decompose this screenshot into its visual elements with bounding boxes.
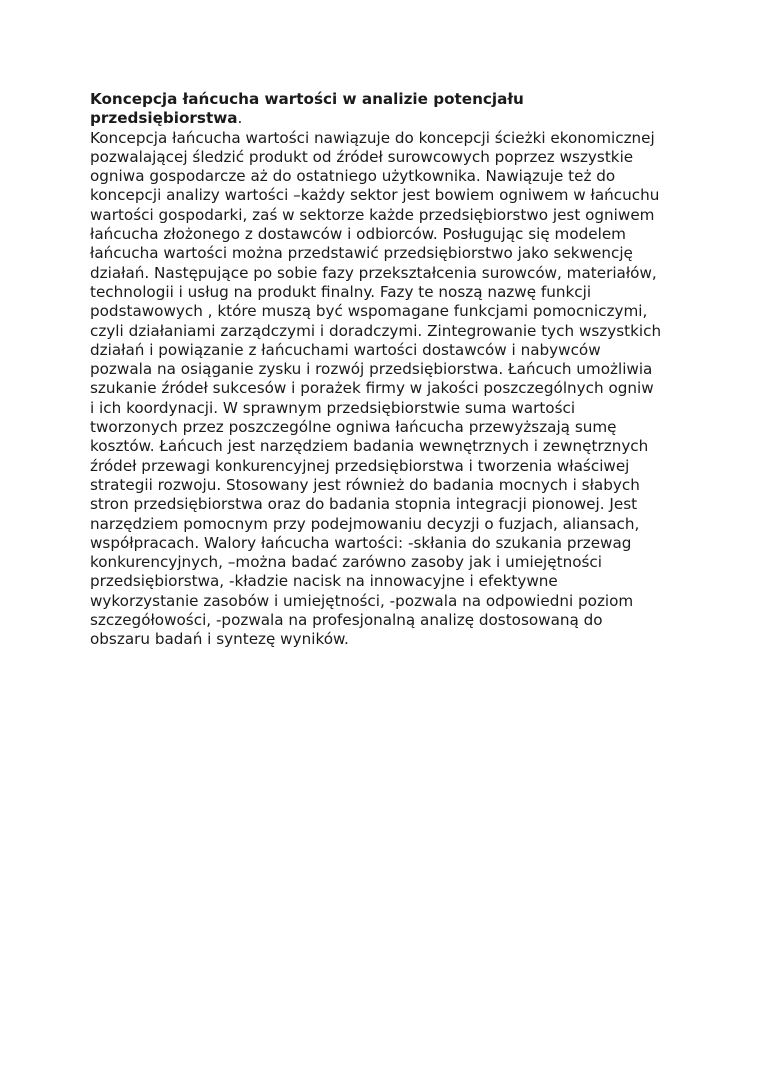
body-line: ogniwa gospodarcze aż do ostatniego użytkownika. Nawiązuje też do [90, 167, 616, 186]
document-title-line-2-text: przedsiębiorstwa [90, 109, 238, 128]
body-line: źródeł przewagi konkurencyjnej przedsiębiorstwa i tworzenia właściwej [90, 456, 630, 475]
body-line: działań. Następujące po sobie fazy przekształcenia surowców, materiałów, [90, 263, 657, 282]
body-line: strategii rozwoju. Stosowany jest również do badania mocnych i słabych [90, 475, 640, 494]
body-line: koncepcji analizy wartości –każdy sektor jest bowiem ogniwem w łańcuchu [90, 186, 660, 205]
document-content [90, 90, 680, 650]
body-line: wartości gospodarki, zaś w sektorze każde przedsiębiorstwo jest ogniwem [90, 205, 655, 224]
body-line: szczegółowości, -pozwala na profesjonalną analizę dostosowaną do [90, 611, 603, 630]
body-line: tworzonych przez poszczególne ogniwa łańcucha przewyższają sumę [90, 418, 617, 437]
body-line: łańcucha wartości można przedstawić przedsiębiorstwo jako sekwencję [90, 244, 633, 263]
body-line: szukanie źródeł sukcesów i porażek firmy w jakości poszczególnych ogniw [90, 379, 654, 398]
body-line: łańcucha złożonego z dostawców i odbiorców. Posługując się modelem [90, 225, 626, 244]
body-line: Koncepcja łańcucha wartości nawiązuje do koncepcji ścieżki ekonomicznej [90, 128, 655, 147]
body-line: współpracach. Walory łańcucha wartości: -skłania do szukania przewag [90, 533, 632, 552]
body-line: pozwala na osiąganie zysku i rozwój przedsiębiorstwa. Łańcuch umożliwia [90, 360, 653, 379]
body-line: działań i powiązanie z łańcuchami wartości dostawców i nabywców [90, 340, 601, 359]
body-line: przedsiębiorstwa, -kładzie nacisk na innowacyjne i efektywne [90, 572, 558, 591]
body-line: kosztów. Łańcuch jest narzędziem badania wewnętrznych i zewnętrznych [90, 437, 649, 456]
body-line: narzędziem pomocnym przy podejmowaniu decyzji o fuzjach, aliansach, [90, 514, 640, 533]
body-line: stron przedsiębiorstwa oraz do badania stopnia integracji pionowej. Jest [90, 495, 638, 514]
body-line: podstawowych , które muszą być wspomagane funkcjami pomocniczymi, [90, 302, 648, 321]
body-line: i ich koordynacji. W sprawnym przedsiębiorstwie suma wartości [90, 398, 576, 417]
document-title-line-1: Koncepcja łańcucha wartości w analizie potencjału [90, 90, 524, 108]
body-line: czyli działaniami zarządczymi i doradczymi. Zintegrowanie tych wszystkich [90, 321, 662, 340]
document-title-line-2 [90, 109, 680, 128]
body-line: obszaru badań i syntezę wyników. [90, 630, 349, 649]
body-line: wykorzystanie zasobów i umiejętności, -pozwala na odpowiedni poziom [90, 591, 634, 610]
body-line: konkurencyjnych, –można badać zarówno zasoby jak i umiejętności [90, 553, 602, 572]
document-title-period: . [237, 109, 243, 128]
body-line: pozwalającej śledzić produkt od źródeł surowcowych poprzez wszystkie [90, 147, 634, 166]
body-line: technologii i usług na produkt finalny. Fazy te noszą nazwę funkcji [90, 282, 592, 301]
document-body [90, 129, 680, 650]
